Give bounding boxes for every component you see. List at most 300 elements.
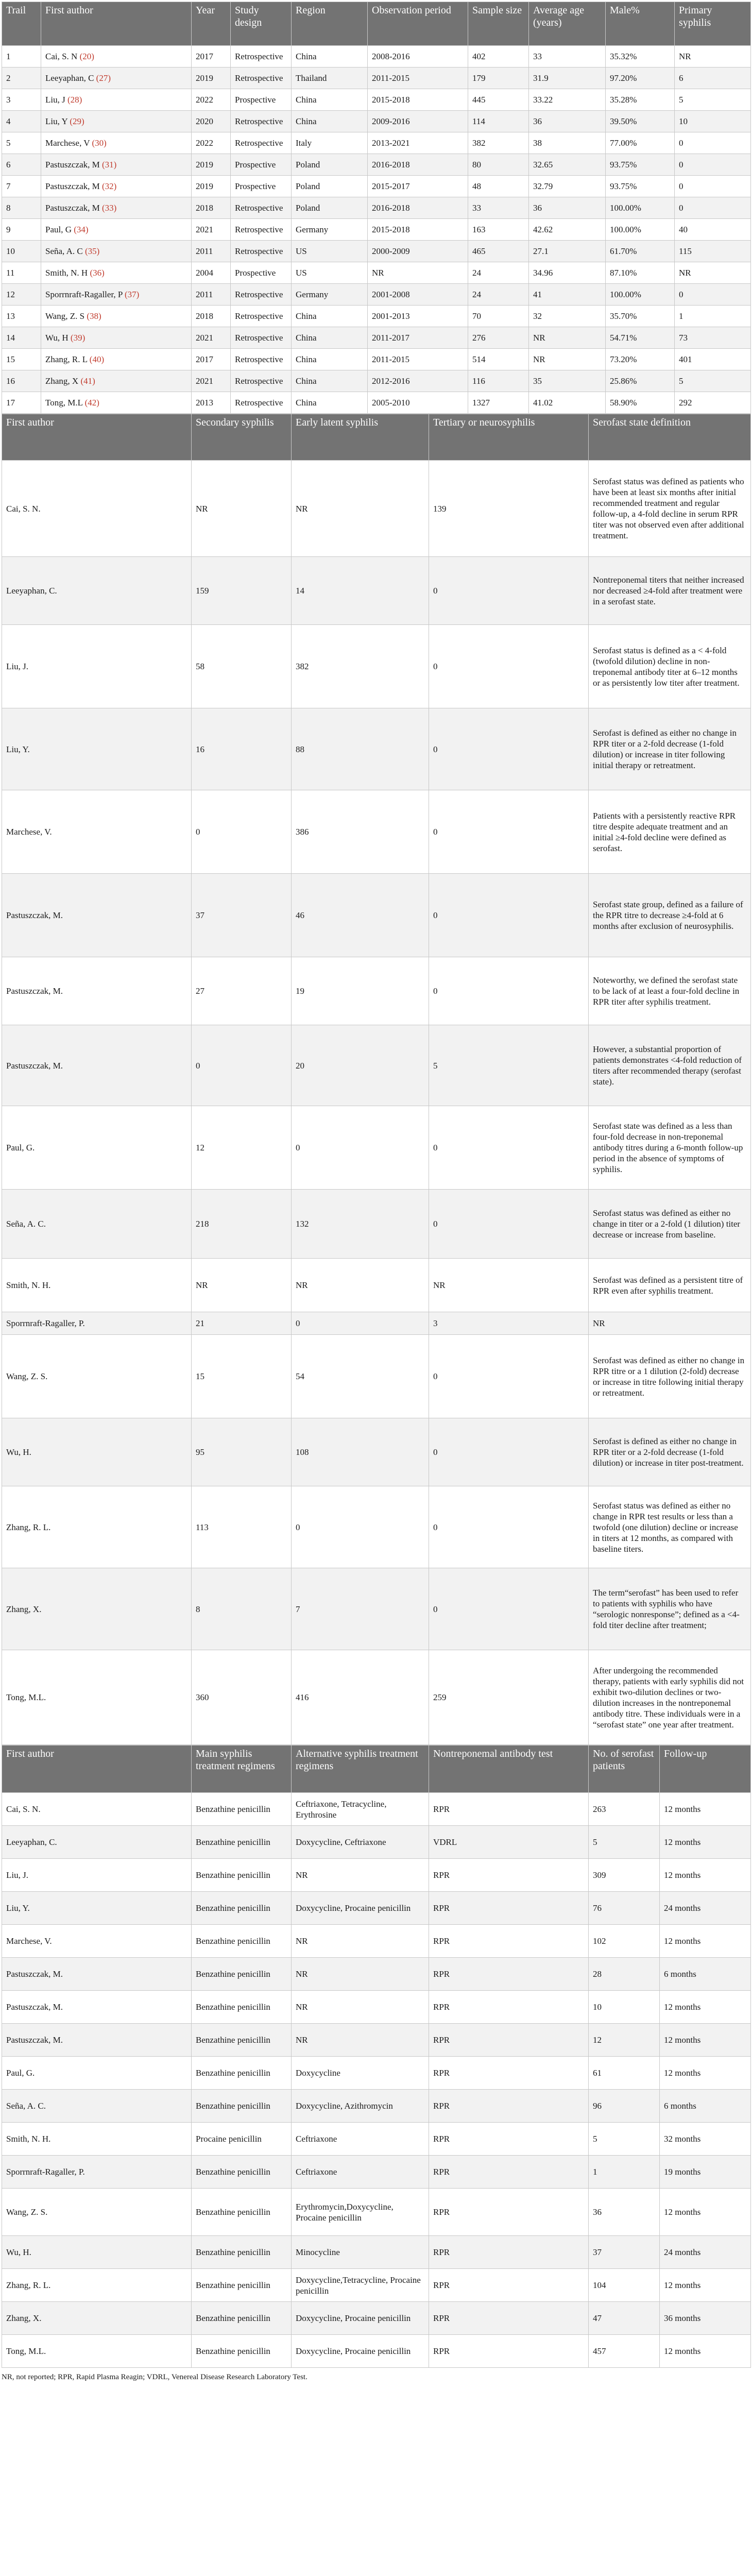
early-latent-syphilis-cell: NR [292,461,429,557]
year-cell: 2018 [192,197,231,219]
serofast-definition-cell: Serofast is defined as either no change in RPR titer or a 2-fold decrease (1-fold dilution) or increase in titer post-treatment. [589,1418,751,1486]
region-cell: Italy [292,132,368,154]
col-header-main-regimens: Main syphilis treatment regimens [192,1745,292,1793]
first-author-cell [41,241,192,262]
year-cell: 2022 [192,132,231,154]
region-cell: US [292,262,368,284]
first-author-cell [41,392,192,414]
serofast-count-cell: 457 [589,2335,660,2368]
main-regimen-cell: Benzathine penicillin [192,2057,292,2090]
sample-size-cell: 1327 [468,392,529,414]
reference-link[interactable]: (32) [102,181,117,191]
serofast-definition-cell: However, a substantial proportion of patients demonstrates <4-fold reduction of titers after recommended therapy (serofast state). [589,1025,751,1106]
region-cell: Poland [292,197,368,219]
col-header-first-author: First author [41,2,192,46]
serofast-count-cell: 104 [589,2269,660,2302]
author-name: Leeyaphan, C [45,73,94,83]
reference-link[interactable]: (34) [74,225,89,234]
secondary-syphilis-cell: 8 [192,1568,292,1650]
first-author-cell: Zhang, X. [2,1568,192,1650]
study-design-cell: Retrospective [231,241,292,262]
observation-period-cell: 2001-2013 [368,306,468,327]
study-design-cell: Retrospective [231,284,292,306]
tertiary-neurosyphilis-cell: 139 [429,461,589,557]
tertiary-neurosyphilis-cell: 0 [429,1335,589,1418]
nontreponemal-test-cell: RPR [429,1892,589,1925]
reference-link[interactable]: (28) [67,95,82,105]
table-row [2,1826,751,1859]
study-design-cell: Retrospective [231,306,292,327]
sample-size-cell: 382 [468,132,529,154]
table-row [2,176,751,197]
serofast-definition-cell: After undergoing the recommended therapy, patients with early syphilis did not exhibit two-dilution declines or two-dilution increases in the nontreponemal antibody titre. These individuals were in a “serofast state” one year after treatment. [589,1650,751,1745]
alternative-regimen-cell: Ceftriaxone [292,2156,429,2189]
first-author-cell [41,176,192,197]
table-row [2,1568,751,1650]
alternative-regimen-cell: Doxycycline [292,2057,429,2090]
observation-period-cell: 2011-2017 [368,327,468,349]
sample-size-cell: 24 [468,262,529,284]
nontreponemal-test-cell: RPR [429,1958,589,1991]
table-row [2,306,751,327]
follow-up-cell: 12 months [660,1793,751,1826]
reference-link[interactable]: (35) [84,246,100,256]
table-row [2,1859,751,1892]
early-latent-syphilis-cell: 54 [292,1335,429,1418]
table-row [2,1486,751,1568]
reference-link[interactable]: (38) [87,311,101,321]
male-percent-cell: 54.71% [606,327,675,349]
trail-cell: 3 [2,89,41,111]
tertiary-neurosyphilis-cell: 0 [429,708,589,790]
follow-up-cell: 12 months [660,1826,751,1859]
main-regimen-cell: Procaine penicillin [192,2123,292,2156]
trail-cell: 9 [2,219,41,241]
main-regimen-cell: Benzathine penicillin [192,1826,292,1859]
table-row [2,1418,751,1486]
trail-cell: 12 [2,284,41,306]
table-header-row [2,1745,751,1793]
col-header-average-age: Average age (years) [529,2,606,46]
average-age-cell: 36 [529,197,606,219]
early-latent-syphilis-cell: 19 [292,957,429,1025]
secondary-syphilis-cell: 218 [192,1190,292,1259]
trail-cell: 17 [2,392,41,414]
serofast-count-cell: 28 [589,1958,660,1991]
table-row [2,2189,751,2236]
serofast-definition-cell: Serofast status was defined as patients who have been at least six months after initial recommended treatment and regular follow-up, a 4-fold decline in serum RPR titer was not observed even after additional treatment. [589,461,751,557]
author-name: Sporrnraft-Ragaller, P [45,290,123,299]
primary-syphilis-cell: 401 [675,349,751,370]
early-latent-syphilis-cell: 46 [292,874,429,957]
first-author-cell: Pastuszczak, M. [2,874,192,957]
alternative-regimen-cell: Doxycycline, Azithromycin [292,2090,429,2123]
male-percent-cell: 35.32% [606,46,675,67]
primary-syphilis-cell: 5 [675,370,751,392]
trail-cell: 10 [2,241,41,262]
table-row [2,625,751,708]
serofast-count-cell: 263 [589,1793,660,1826]
col-header-serofast-definition: Serofast state definition [589,414,751,461]
nontreponemal-test-cell: RPR [429,2302,589,2335]
study-design-cell: Retrospective [231,219,292,241]
secondary-syphilis-cell: 360 [192,1650,292,1745]
main-regimen-cell: Benzathine penicillin [192,2269,292,2302]
region-cell: China [292,306,368,327]
table-row [2,1650,751,1745]
average-age-cell: 34.96 [529,262,606,284]
serofast-count-cell: 1 [589,2156,660,2189]
observation-period-cell: NR [368,262,468,284]
first-author-cell: Seña, A. C. [2,1190,192,1259]
main-regimen-cell: Benzathine penicillin [192,2156,292,2189]
secondary-syphilis-cell: NR [192,1259,292,1312]
first-author-cell: Sporrnraft-Ragaller, P. [2,1312,192,1335]
alternative-regimen-cell: NR [292,2024,429,2057]
serofast-definition-cell: Serofast status was defined as either no change in titer or a 2-fold (1 dilution) titer decrease or increase from baseline. [589,1190,751,1259]
region-cell: China [292,349,368,370]
first-author-cell [41,262,192,284]
follow-up-cell: 24 months [660,1892,751,1925]
reference-link[interactable]: (42) [84,398,99,408]
secondary-syphilis-cell: 58 [192,625,292,708]
region-cell: China [292,327,368,349]
table-row [2,1190,751,1259]
first-author-cell: Pastuszczak, M. [2,957,192,1025]
male-percent-cell: 35.28% [606,89,675,111]
study-design-cell: Retrospective [231,327,292,349]
serofast-count-cell: 47 [589,2302,660,2335]
early-latent-syphilis-cell: 386 [292,790,429,874]
col-header-early-latent-syphilis: Early latent syphilis [292,414,429,461]
syphilis-stage-definition-table [2,414,751,1745]
observation-period-cell: 2015-2018 [368,219,468,241]
study-design-cell: Retrospective [231,370,292,392]
early-latent-syphilis-cell: 14 [292,557,429,625]
serofast-definition-cell: Patients with a persistently reactive RPR titre despite adequate treatment and an initial ≥4-fold decline were defined as serofast. [589,790,751,874]
trail-cell: 5 [2,132,41,154]
male-percent-cell: 100.00% [606,284,675,306]
table-row [2,1991,751,2024]
tertiary-neurosyphilis-cell: 0 [429,625,589,708]
primary-syphilis-cell: 5 [675,89,751,111]
sample-size-cell: 114 [468,111,529,132]
main-regimen-cell: Benzathine penicillin [192,2302,292,2335]
reference-link[interactable]: (31) [102,160,117,170]
first-author-cell: Pastuszczak, M. [2,1991,192,2024]
alternative-regimen-cell: Ceftriaxone [292,2123,429,2156]
first-author-cell [41,67,192,89]
reference-link[interactable]: (20) [79,52,94,61]
reference-link[interactable]: (41) [80,376,95,386]
follow-up-cell: 6 months [660,1958,751,1991]
serofast-definition-cell: Noteworthy, we defined the serofast state to be lack of at least a four-fold decline in RPR titer after syphilis treatment. [589,957,751,1025]
follow-up-cell: 12 months [660,2269,751,2302]
alternative-regimen-cell: Doxycycline,Tetracycline, Procaine penicillin [292,2269,429,2302]
sample-size-cell: 80 [468,154,529,176]
nontreponemal-test-cell: RPR [429,2024,589,2057]
male-percent-cell: 35.70% [606,306,675,327]
table-row [2,67,751,89]
table-row [2,2057,751,2090]
alternative-regimen-cell: Doxycycline, Procaine penicillin [292,1892,429,1925]
reference-link[interactable]: (40) [89,354,105,364]
trail-cell: 1 [2,46,41,67]
table-row [2,2090,751,2123]
col-header-first-author: First author [2,414,192,461]
first-author-cell: Liu, Y. [2,1892,192,1925]
region-cell: US [292,241,368,262]
serofast-definition-cell: Serofast state group, defined as a failure of the RPR titre to decrease ≥4-fold at 6 months after exclusion of neurosyphilis. [589,874,751,957]
primary-syphilis-cell: 73 [675,327,751,349]
sample-size-cell: 445 [468,89,529,111]
region-cell: China [292,370,368,392]
observation-period-cell: 2000-2009 [368,241,468,262]
tertiary-neurosyphilis-cell: 0 [429,1486,589,1568]
follow-up-cell: 6 months [660,2090,751,2123]
average-age-cell: 33 [529,46,606,67]
sample-size-cell: 514 [468,349,529,370]
first-author-cell [41,154,192,176]
serofast-count-cell: 5 [589,1826,660,1859]
tertiary-neurosyphilis-cell: 5 [429,1025,589,1106]
average-age-cell: NR [529,327,606,349]
main-regimen-cell: Benzathine penicillin [192,1859,292,1892]
author-name: Pastuszczak, M [45,181,100,191]
table-row [2,790,751,874]
first-author-cell [41,197,192,219]
region-cell: China [292,111,368,132]
early-latent-syphilis-cell: 88 [292,708,429,790]
tertiary-neurosyphilis-cell: 0 [429,790,589,874]
year-cell: 2021 [192,219,231,241]
primary-syphilis-cell: 0 [675,197,751,219]
first-author-cell: Zhang, X. [2,2302,192,2335]
author-name: Paul, G [45,225,72,234]
early-latent-syphilis-cell: 108 [292,1418,429,1486]
study-design-cell: Retrospective [231,46,292,67]
reference-link[interactable]: (27) [96,73,111,83]
primary-syphilis-cell: 40 [675,219,751,241]
serofast-definition-cell: Serofast status is defined as a < 4-fold (twofold dilution) decline in non-treponemal antibody titer at 6–12 months or as persistently low titer after treatment. [589,625,751,708]
serofast-definition-cell: Serofast status was defined as either no change in RPR test results or less than a twofold (one dilution) decline or increase in titers at 12 months, as compared with baseline titers. [589,1486,751,1568]
year-cell: 2018 [192,306,231,327]
study-design-cell: Prospective [231,176,292,197]
average-age-cell: 33.22 [529,89,606,111]
trail-cell: 4 [2,111,41,132]
table-row [2,1312,751,1335]
reference-link[interactable]: (36) [90,268,105,278]
author-name: Smith, N. H [45,268,88,278]
tertiary-neurosyphilis-cell: 3 [429,1312,589,1335]
year-cell: 2019 [192,154,231,176]
primary-syphilis-cell: 115 [675,241,751,262]
table-row [2,89,751,111]
secondary-syphilis-cell: 95 [192,1418,292,1486]
male-percent-cell: 77.00% [606,132,675,154]
author-name: Wu, H [45,333,69,343]
first-author-cell: Zhang, R. L. [2,1486,192,1568]
secondary-syphilis-cell: 12 [192,1106,292,1190]
sample-size-cell: 33 [468,197,529,219]
early-latent-syphilis-cell: 7 [292,1568,429,1650]
region-cell: China [292,46,368,67]
first-author-cell: Leeyaphan, C. [2,557,192,625]
secondary-syphilis-cell: 113 [192,1486,292,1568]
first-author-cell: Marchese, V. [2,1925,192,1958]
tertiary-neurosyphilis-cell: 0 [429,1568,589,1650]
average-age-cell: 35 [529,370,606,392]
col-header-year: Year [192,2,231,46]
serofast-count-cell: 12 [589,2024,660,2057]
observation-period-cell: 2009-2016 [368,111,468,132]
sample-size-cell: 465 [468,241,529,262]
secondary-syphilis-cell: 21 [192,1312,292,1335]
observation-period-cell: 2011-2015 [368,349,468,370]
nontreponemal-test-cell: RPR [429,2189,589,2236]
observation-period-cell: 2001-2008 [368,284,468,306]
sample-size-cell: 276 [468,327,529,349]
average-age-cell: 42.62 [529,219,606,241]
col-header-male-percent: Male% [606,2,675,46]
table-row [2,557,751,625]
region-cell: Poland [292,176,368,197]
table-row [2,2156,751,2189]
sample-size-cell: 402 [468,46,529,67]
follow-up-cell: 12 months [660,2335,751,2368]
serofast-count-cell: 37 [589,2236,660,2269]
first-author-cell: Liu, Y. [2,708,192,790]
alternative-regimen-cell: NR [292,1991,429,2024]
year-cell: 2011 [192,284,231,306]
table-row [2,2302,751,2335]
reference-link[interactable]: (39) [70,333,86,343]
study-design-cell: Retrospective [231,197,292,219]
author-name: Pastuszczak, M [45,160,100,170]
male-percent-cell: 97.20% [606,67,675,89]
first-author-cell [41,349,192,370]
region-cell: Germany [292,284,368,306]
author-name: Pastuszczak, M [45,203,100,213]
alternative-regimen-cell: Erythromycin,Doxycycline, Procaine penicillin [292,2189,429,2236]
main-regimen-cell: Benzathine penicillin [192,1925,292,1958]
average-age-cell: 41.02 [529,392,606,414]
trail-cell: 2 [2,67,41,89]
first-author-cell: Pastuszczak, M. [2,1958,192,1991]
follow-up-cell: 12 months [660,2057,751,2090]
study-design-cell: Prospective [231,89,292,111]
early-latent-syphilis-cell: 132 [292,1190,429,1259]
nontreponemal-test-cell: VDRL [429,1826,589,1859]
table-row [2,1892,751,1925]
early-latent-syphilis-cell: 416 [292,1650,429,1745]
main-regimen-cell: Benzathine penicillin [192,2236,292,2269]
reference-link[interactable]: (30) [92,138,107,148]
tertiary-neurosyphilis-cell: 0 [429,1418,589,1486]
average-age-cell: 41 [529,284,606,306]
first-author-cell: Liu, J. [2,625,192,708]
tertiary-neurosyphilis-cell: 0 [429,1190,589,1259]
table-row [2,327,751,349]
table-row [2,132,751,154]
study-design-cell: Retrospective [231,392,292,414]
male-percent-cell: 73.20% [606,349,675,370]
main-regimen-cell: Benzathine penicillin [192,1892,292,1925]
primary-syphilis-cell: 6 [675,67,751,89]
first-author-cell: Pastuszczak, M. [2,1025,192,1106]
table-row [2,197,751,219]
serofast-definition-cell: NR [589,1312,751,1335]
author-name: Zhang, R. L [45,354,88,364]
first-author-cell: Seña, A. C. [2,2090,192,2123]
reference-link[interactable]: (37) [125,290,140,299]
tertiary-neurosyphilis-cell: 0 [429,957,589,1025]
table-row [2,1335,751,1418]
main-regimen-cell: Benzathine penicillin [192,2090,292,2123]
nontreponemal-test-cell: RPR [429,1925,589,1958]
secondary-syphilis-cell: 0 [192,790,292,874]
primary-syphilis-cell: 0 [675,284,751,306]
col-header-study-design: Study design [231,2,292,46]
alternative-regimen-cell: NR [292,1925,429,1958]
observation-period-cell: 2012-2016 [368,370,468,392]
primary-syphilis-cell: NR [675,46,751,67]
study-design-cell: Retrospective [231,349,292,370]
region-cell: Thailand [292,67,368,89]
main-regimen-cell: Benzathine penicillin [192,1991,292,2024]
table-row [2,461,751,557]
table-row [2,111,751,132]
observation-period-cell: 2005-2010 [368,392,468,414]
region-cell: Poland [292,154,368,176]
male-percent-cell: 100.00% [606,219,675,241]
table-row [2,2024,751,2057]
table-row [2,1106,751,1190]
study-design-cell: Retrospective [231,132,292,154]
region-cell: China [292,392,368,414]
secondary-syphilis-cell: NR [192,461,292,557]
year-cell: 2004 [192,262,231,284]
serofast-count-cell: 10 [589,1991,660,2024]
author-name: Marchese, V [45,138,90,148]
serofast-definition-cell: Nontreponemal titers that neither increased nor decreased ≥4-fold after treatment were in a serofast state. [589,557,751,625]
year-cell: 2021 [192,327,231,349]
reference-link[interactable]: (33) [102,203,117,213]
author-name: Cai, S. N [45,52,78,61]
average-age-cell: NR [529,349,606,370]
first-author-cell: Marchese, V. [2,790,192,874]
col-header-sample-size: Sample size [468,2,529,46]
table-row [2,1025,751,1106]
primary-syphilis-cell: 1 [675,306,751,327]
secondary-syphilis-cell: 15 [192,1335,292,1418]
nontreponemal-test-cell: RPR [429,2090,589,2123]
early-latent-syphilis-cell: 382 [292,625,429,708]
serofast-definition-cell: The term“serofast” has been used to refer to patients with syphilis who have “serologic nonresponse”; defined as a <4-fold titer decline after treatment; [589,1568,751,1650]
table-row [2,284,751,306]
col-header-observation-period: Observation period [368,2,468,46]
serofast-count-cell: 61 [589,2057,660,2090]
first-author-cell [41,306,192,327]
nontreponemal-test-cell: RPR [429,1991,589,2024]
nontreponemal-test-cell: RPR [429,2057,589,2090]
table-row [2,2123,751,2156]
trail-cell: 14 [2,327,41,349]
first-author-cell: Smith, N. H. [2,1259,192,1312]
year-cell: 2019 [192,67,231,89]
average-age-cell: 27.1 [529,241,606,262]
reference-link[interactable]: (29) [70,116,84,126]
